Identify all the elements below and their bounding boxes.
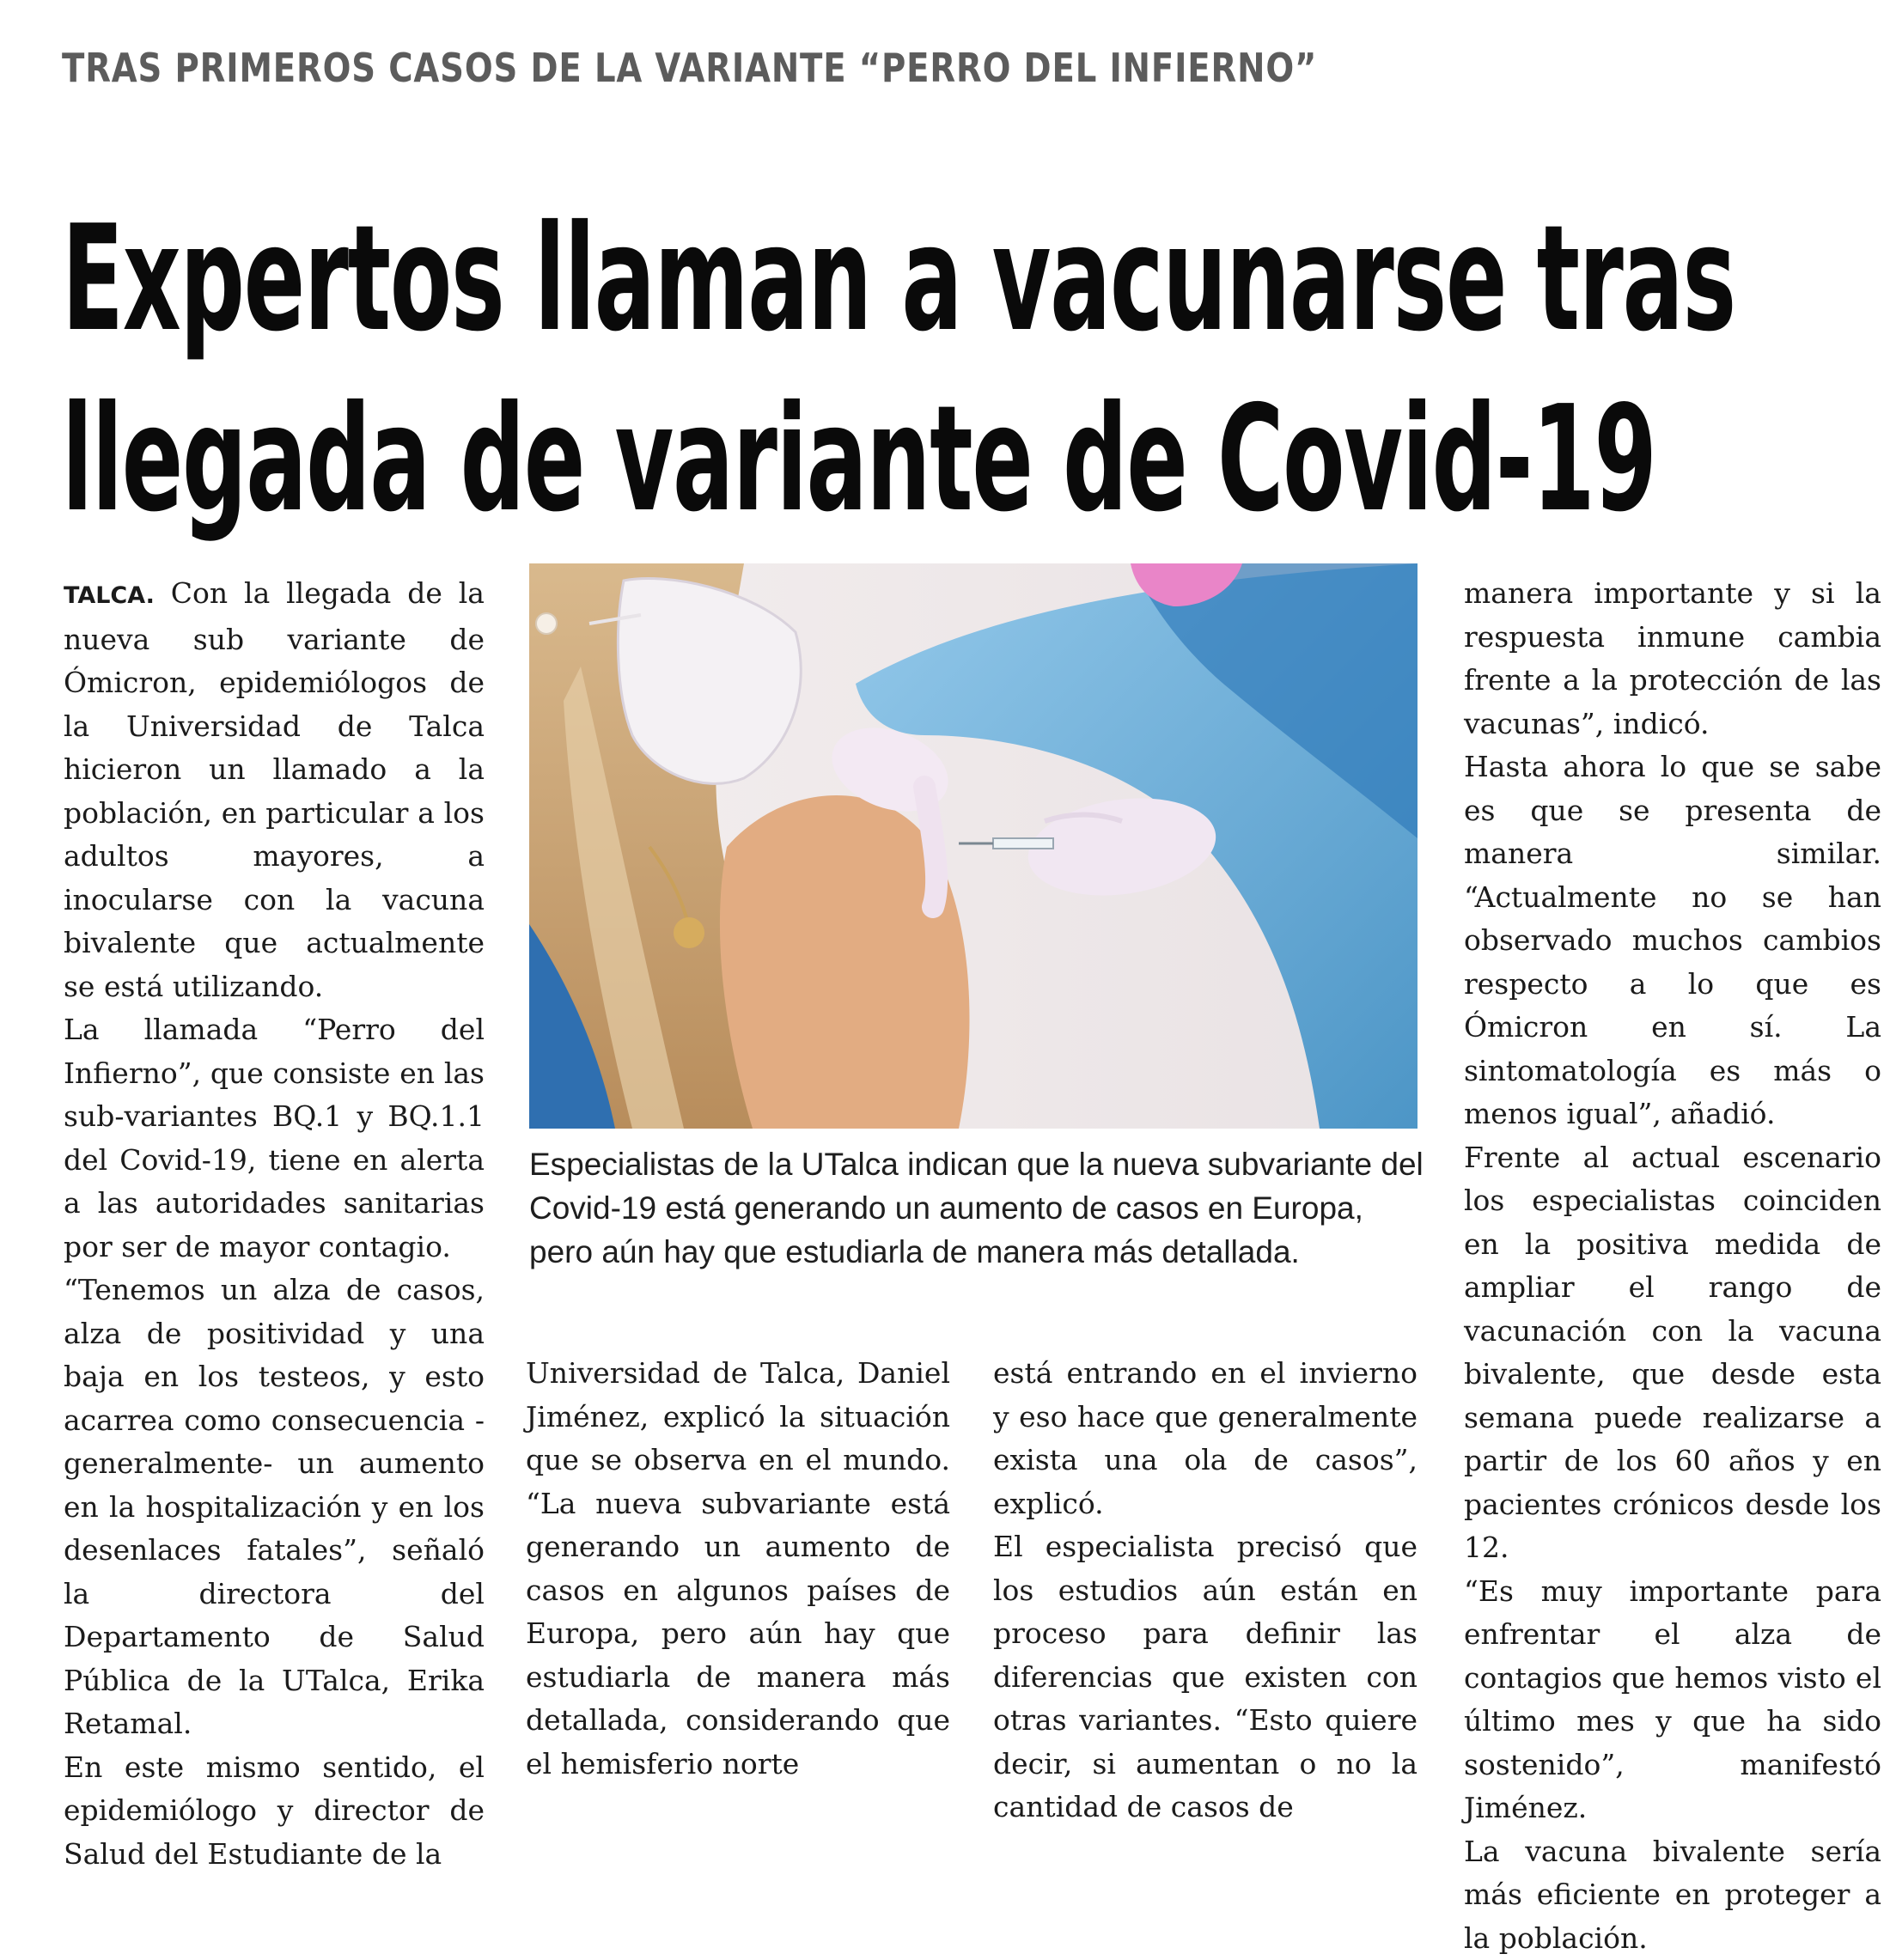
paragraph: Universidad de Talca, Daniel Jiménez, explicó la situación que se observa en el mundo. “La nueva subvariante está generando un aumento de casos en algunos países de Europa, pero aún hay que estudiarla de manera más detallada, considerando que el hemisferio norte: [526, 1352, 950, 1786]
paragraph: está entrando en el invierno y eso hace que generalmente exista una ola de casos”, explicó.: [993, 1352, 1418, 1525]
body-column-1: [64, 572, 485, 1876]
paragraph: Frente al actual escenario los especialistas coinciden en la positiva medida de ampliar el rango de vacunación con la vacuna bivalente, que desde esta semana puede realizarse a partir de los 60 años y en pacientes crónicos desde los 12.: [1464, 1136, 1881, 1570]
paragraph: La llamada “Perro del Infierno”, que consiste en las sub-variantes BQ.1 y BQ.1.1 del Covid-19, tiene en alerta a las autoridades sanitarias por ser de mayor contagio.: [64, 1008, 485, 1269]
body-column-4: [1464, 572, 1881, 1960]
paragraph: La vacuna bivalente sería más eficiente en proteger a la población.: [1464, 1830, 1881, 1960]
paragraph: [64, 572, 485, 1008]
paragraph: manera importante y si la respuesta inmune cambia frente a la protección de las vacunas”, indicó.: [1464, 572, 1881, 746]
section-kicker: TRAS PRIMEROS CASOS DE LA VARIANTE “PERRO DEL INFIERNO”: [62, 45, 1317, 91]
paragraph: Hasta ahora lo que se sabe es que se presenta de manera similar. “Actualmente no se han observado muchos cambios respecto a lo que es Ómicron en sí. La sintomatología es más o menos igual”, añadió.: [1464, 746, 1881, 1136]
vaccination-illustration: [529, 563, 1418, 1129]
vaccination-photo: [529, 563, 1418, 1129]
headline-line-2: llegada de variante de Covid-19: [62, 369, 1735, 550]
paragraph: En este mismo sentido, el epidemiólogo y director de Salud del Estudiante de la: [64, 1746, 485, 1877]
paragraph: “Es muy importante para enfrentar el alza de contagios que hemos visto el último mes y que ha sido sostenido”, manifestó Jiménez.: [1464, 1570, 1881, 1830]
headline-line-1: Expertos llaman a vacunarse tras: [62, 189, 1735, 369]
photo-caption: Especialistas de la UTalca indican que la nueva subvariante del Covid-19 está generando un aumento de casos en Europa, pero aún hay que estudiarla de manera más detallada.: [529, 1142, 1431, 1274]
body-column-3: [993, 1352, 1418, 1829]
paragraph-text: Con la llegada de la nueva sub variante de Ómicron, epidemiólogos de la Universidad de Talca hicieron un llamado a la población, en particular a los adultos mayores, a inocularse con la vacuna bivalente que actualmente se está utilizando.: [64, 576, 485, 1003]
body-column-2: [526, 1352, 950, 1786]
paragraph: “Tenemos un alza de casos, alza de positividad y una baja en los testeos, y esto acarrea como consecuencia -generalmente- un aumento en la hospitalización y en los desenlaces fatales”, señaló la directora del Departamento de Salud Pública de la UTalca, Erika Retamal.: [64, 1269, 485, 1746]
dateline: TALCA.: [64, 582, 155, 609]
paragraph: El especialista precisó que los estudios aún están en proceso para definir las diferencias que existen con otras variantes. “Esto quiere decir, si aumentan o no la cantidad de casos de: [993, 1525, 1418, 1829]
headline: [62, 189, 1890, 550]
